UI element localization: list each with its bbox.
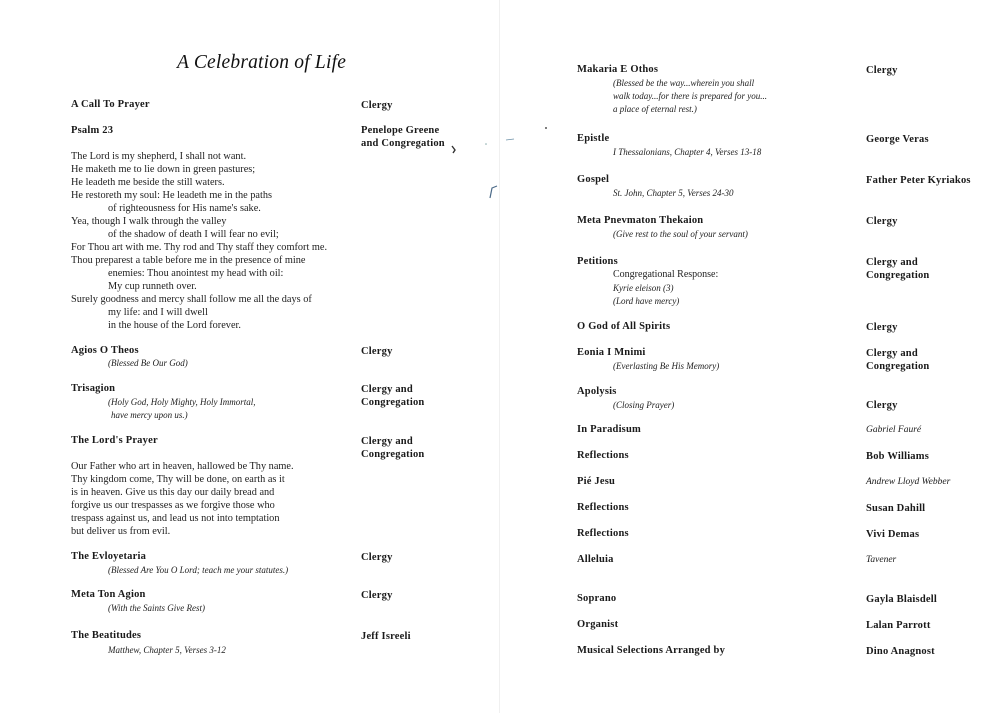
beatitudes-heading: The Beatitudes [71,630,142,641]
o-god-performer: Clergy [866,322,898,333]
right-page [500,0,1000,713]
call-to-prayer-heading: A Call To Prayer [71,99,150,110]
call-to-prayer-performer: Clergy [361,100,393,111]
reflections3-performer: Vivi Demas [866,529,920,540]
gospel-subtitle: St. John, Chapter 5, Verses 24-30 [613,188,734,198]
eonia-performer: Clergy and Congregation [866,348,930,372]
reflections2-heading: Reflections [577,502,629,513]
reflections3-heading: Reflections [577,528,629,539]
apolysis-heading: Apolysis [577,386,617,397]
petitions-response: Congregational Response: [613,269,719,280]
agios-performer: Clergy [361,346,393,357]
meta-ton-agion-subtitle: (With the Saints Give Rest) [108,603,205,613]
program-title: A Celebration of Life [177,52,347,73]
lords-prayer-text: Our Father who art in heaven, hallowed be Thy name. Thy kingdom come, Thy will be done, on earth as it is in heaven. Give us this day our daily bread and forgive us our trespasses as we forgive those who trespass against us, and lead us not into temptation but deliver us from evil. [71,461,294,537]
petitions-subtitle: Kyrie eleison (3) (Lord have mercy) [613,283,680,306]
apolysis-performer: Clergy [866,400,898,411]
reflections1-performer: Bob Williams [866,451,929,462]
agios-subtitle: (Blessed Be Our God) [108,358,188,368]
eonia-heading: Eonia I Mnimi [577,347,646,358]
lords-prayer-heading: The Lord's Prayer [71,435,158,446]
meta-pnevmaton-heading: Meta Pnevmaton Thekaion [577,215,704,226]
meta-pnevmaton-subtitle: (Give rest to the soul of your servant) [613,229,748,239]
reflections2-performer: Susan Dahill [866,503,926,514]
makaria-heading: Makaria E Othos [577,64,659,75]
makaria-subtitle: (Blessed be the way...wherein you shall walk today...for there is prepared for you... a place of eternal rest.) [613,78,767,114]
evloyetaria-heading: The Evloyetaria [71,551,147,562]
meta-ton-agion-performer: Clergy [361,590,393,601]
psalm23-text: The Lord is my shepherd, I shall not want. He maketh me to lie down in green pastures; He leadeth me beside the still waters. He restoreth my soul: He leadeth me in the paths of righteousness for His name's sake. Yea, though I walk through the valley of the shadow of death I will fear no evil; For Thou art with me. Thy rod and Thy staff they comfort me. Thou preparest a table before me in the presence of mine enemies: Thou anointest my head with oil: My cup runneth over. Surely goodness and mercy shall follow me all the days of my life: and I will dwell in the house of the Lord forever. [71,151,328,331]
alleluia-composer: Tavener [866,555,897,565]
pie-jesu-composer: Andrew Lloyd Webber [866,477,951,487]
o-god-heading: O God of All Spirits [577,321,671,332]
soprano-performer: Gayla Blaisdell [866,594,937,605]
psalm23-heading: Psalm 23 [71,125,114,136]
arranged-heading: Musical Selections Arranged by [577,645,726,656]
organist-heading: Organist [577,619,619,630]
gospel-performer: Father Peter Kyriakos [866,175,971,186]
evloyetaria-subtitle: (Blessed Are You O Lord; teach me your statutes.) [108,565,289,575]
petitions-performer: Clergy and Congregation [866,257,930,281]
pie-jesu-heading: Pié Jesu [577,476,616,487]
trisagion-subtitle: (Holy God, Holy Mighty, Holy Immortal, have mercy upon us.) [108,397,256,420]
meta-pnevmaton-performer: Clergy [866,216,898,227]
in-paradisum-composer: Gabriel Fauré [866,425,922,435]
trisagion-performer: Clergy and Congregation [361,384,425,408]
evloyetaria-performer: Clergy [361,552,393,563]
arranged-performer: Dino Anagnost [866,646,935,657]
meta-ton-agion-heading: Meta Ton Agion [71,589,146,600]
beatitudes-subtitle: Matthew, Chapter 5, Verses 3-12 [108,645,226,655]
trisagion-heading: Trisagion [71,383,116,394]
alleluia-heading: Alleluia [577,554,614,565]
eonia-subtitle: (Everlasting Be His Memory) [613,361,720,371]
epistle-performer: George Veras [866,134,929,145]
lords-prayer-performer: Clergy and Congregation [361,436,425,460]
soprano-heading: Soprano [577,593,617,604]
gospel-heading: Gospel [577,174,610,185]
epistle-heading: Epistle [577,133,610,144]
reflections1-heading: Reflections [577,450,629,461]
beatitudes-performer: Jeff Isreeli [361,631,411,642]
in-paradisum-heading: In Paradisum [577,424,641,435]
epistle-subtitle: I Thessalonians, Chapter 4, Verses 13-18 [613,147,762,157]
organist-performer: Lalan Parrott [866,620,931,631]
psalm23-performer: Penelope Greene and Congregation [361,125,445,149]
apolysis-subtitle: (Closing Prayer) [613,400,675,410]
makaria-performer: Clergy [866,65,898,76]
agios-heading: Agios O Theos [71,345,139,356]
petitions-heading: Petitions [577,256,618,267]
